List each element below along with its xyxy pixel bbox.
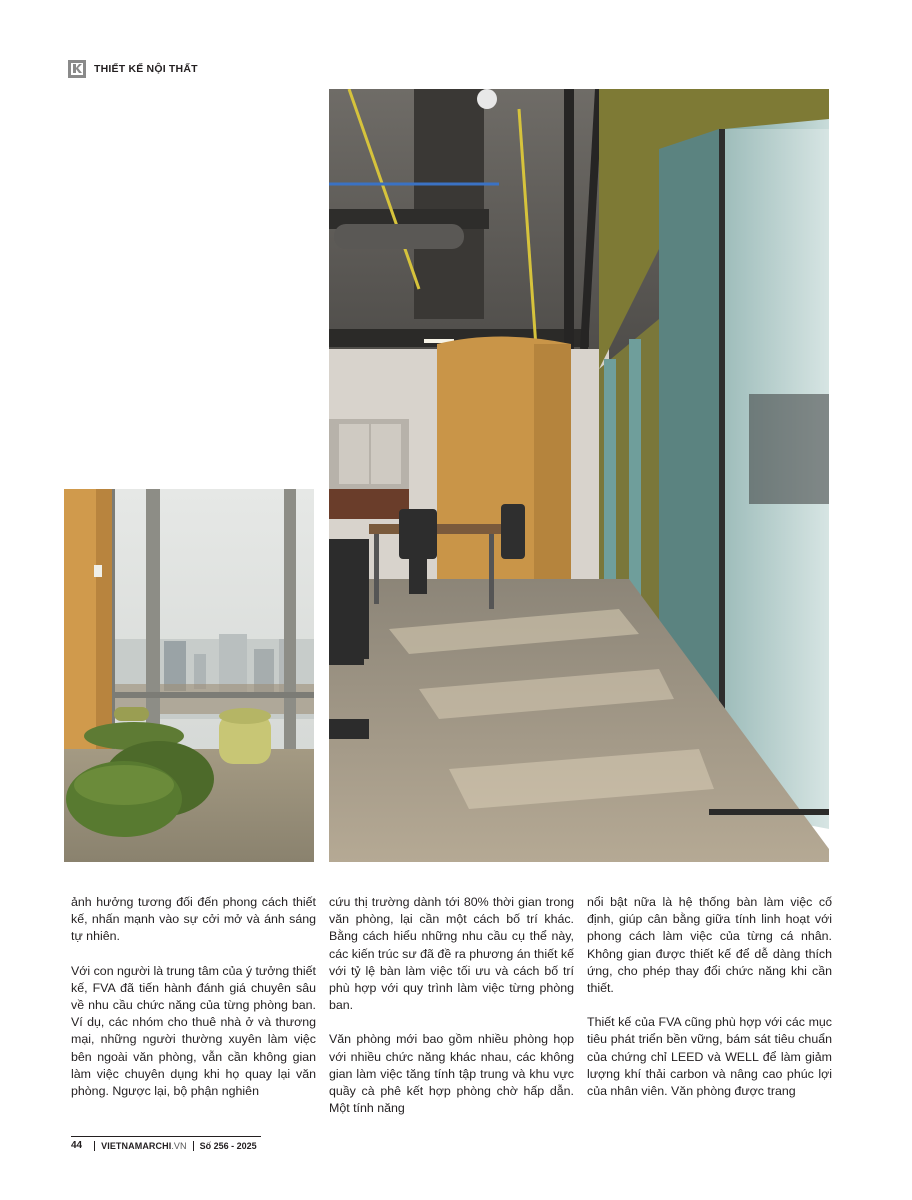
paragraph: nổi bật nữa là hệ thống bàn làm việc cố định, giúp cân bằng giữa tính linh hoạt với phong cách làm việc của từng cá nhân. Không gian được thiết kế để dễ dàng thích ứng, cho phép thay đổi chức năng khi cần thiết. [587, 895, 832, 996]
page-footer [71, 1136, 261, 1151]
footer-divider [193, 1141, 194, 1151]
paragraph: Với con người là trung tâm của ý tưởng thiết kế, FVA đã tiến hành đánh giá chuyên sâu về nhu cầu chức năng của từng phòng ban. Ví dụ, các nhóm cho thuê nhà ở và thương mại, những người thường xuyên làm việc bên ngoài văn phòng, vẫn cần không gian làm việc chuyên dụng khi họ quay lại văn phòng. Ngược lại, bộ phận nghiên [71, 963, 316, 1099]
page-number: 44 [71, 1140, 83, 1151]
lounge-photo-illustration [64, 489, 314, 862]
paragraph: Thiết kế của FVA cũng phù hợp với các mục tiêu phát triển bền vững, bám sát tiêu chuẩn của chứng chỉ LEED và WELL để làm giảm lượng khí thải carbon và nâng cao phúc lợi của nhân viên. Văn phòng được trang [587, 1015, 832, 1099]
page-header [68, 59, 198, 79]
text-column-1 [71, 894, 316, 1117]
brand-suffix: .VN [171, 1140, 187, 1151]
magazine-logo-icon [68, 60, 86, 78]
office-photo-illustration [329, 89, 829, 862]
paragraph: Văn phòng mới bao gồm nhiều phòng họp với nhiều chức năng khác nhau, các không gian làm việc tăng tính tập trung và khu vực quầy cà phê kết hợp phòng chờ hấp dẫn. Một tính năng [329, 1032, 574, 1116]
text-column-2 [329, 894, 574, 1134]
text-column-3 [587, 894, 832, 1117]
paragraph: ảnh hưởng tương đối đến phong cách thiết kế, nhấn mạnh vào sự cởi mở và ánh sáng tự nhiên. [71, 895, 316, 944]
section-label: THIẾT KẾ NỘI THẤT [94, 63, 198, 75]
office-corridor-photo [329, 89, 829, 862]
lounge-photo [64, 489, 314, 862]
footer-divider [94, 1141, 95, 1151]
paragraph: cứu thị trường dành tới 80% thời gian trong văn phòng, lại cần một cách bố trí khác. Bằng cách hiểu những nhu cầu cụ thể này, các kiến trúc sư đã đề ra phương án thiết kế với tỷ lệ bàn làm việc tối ưu và cách bố trí phù hợp với quy trình làm việc từng phòng ban. [329, 895, 574, 1013]
brand-name [101, 1141, 187, 1151]
issue-number: Số 256 - 2025 [199, 1140, 257, 1151]
brand-label: VIETNAMARCHI [101, 1140, 172, 1151]
